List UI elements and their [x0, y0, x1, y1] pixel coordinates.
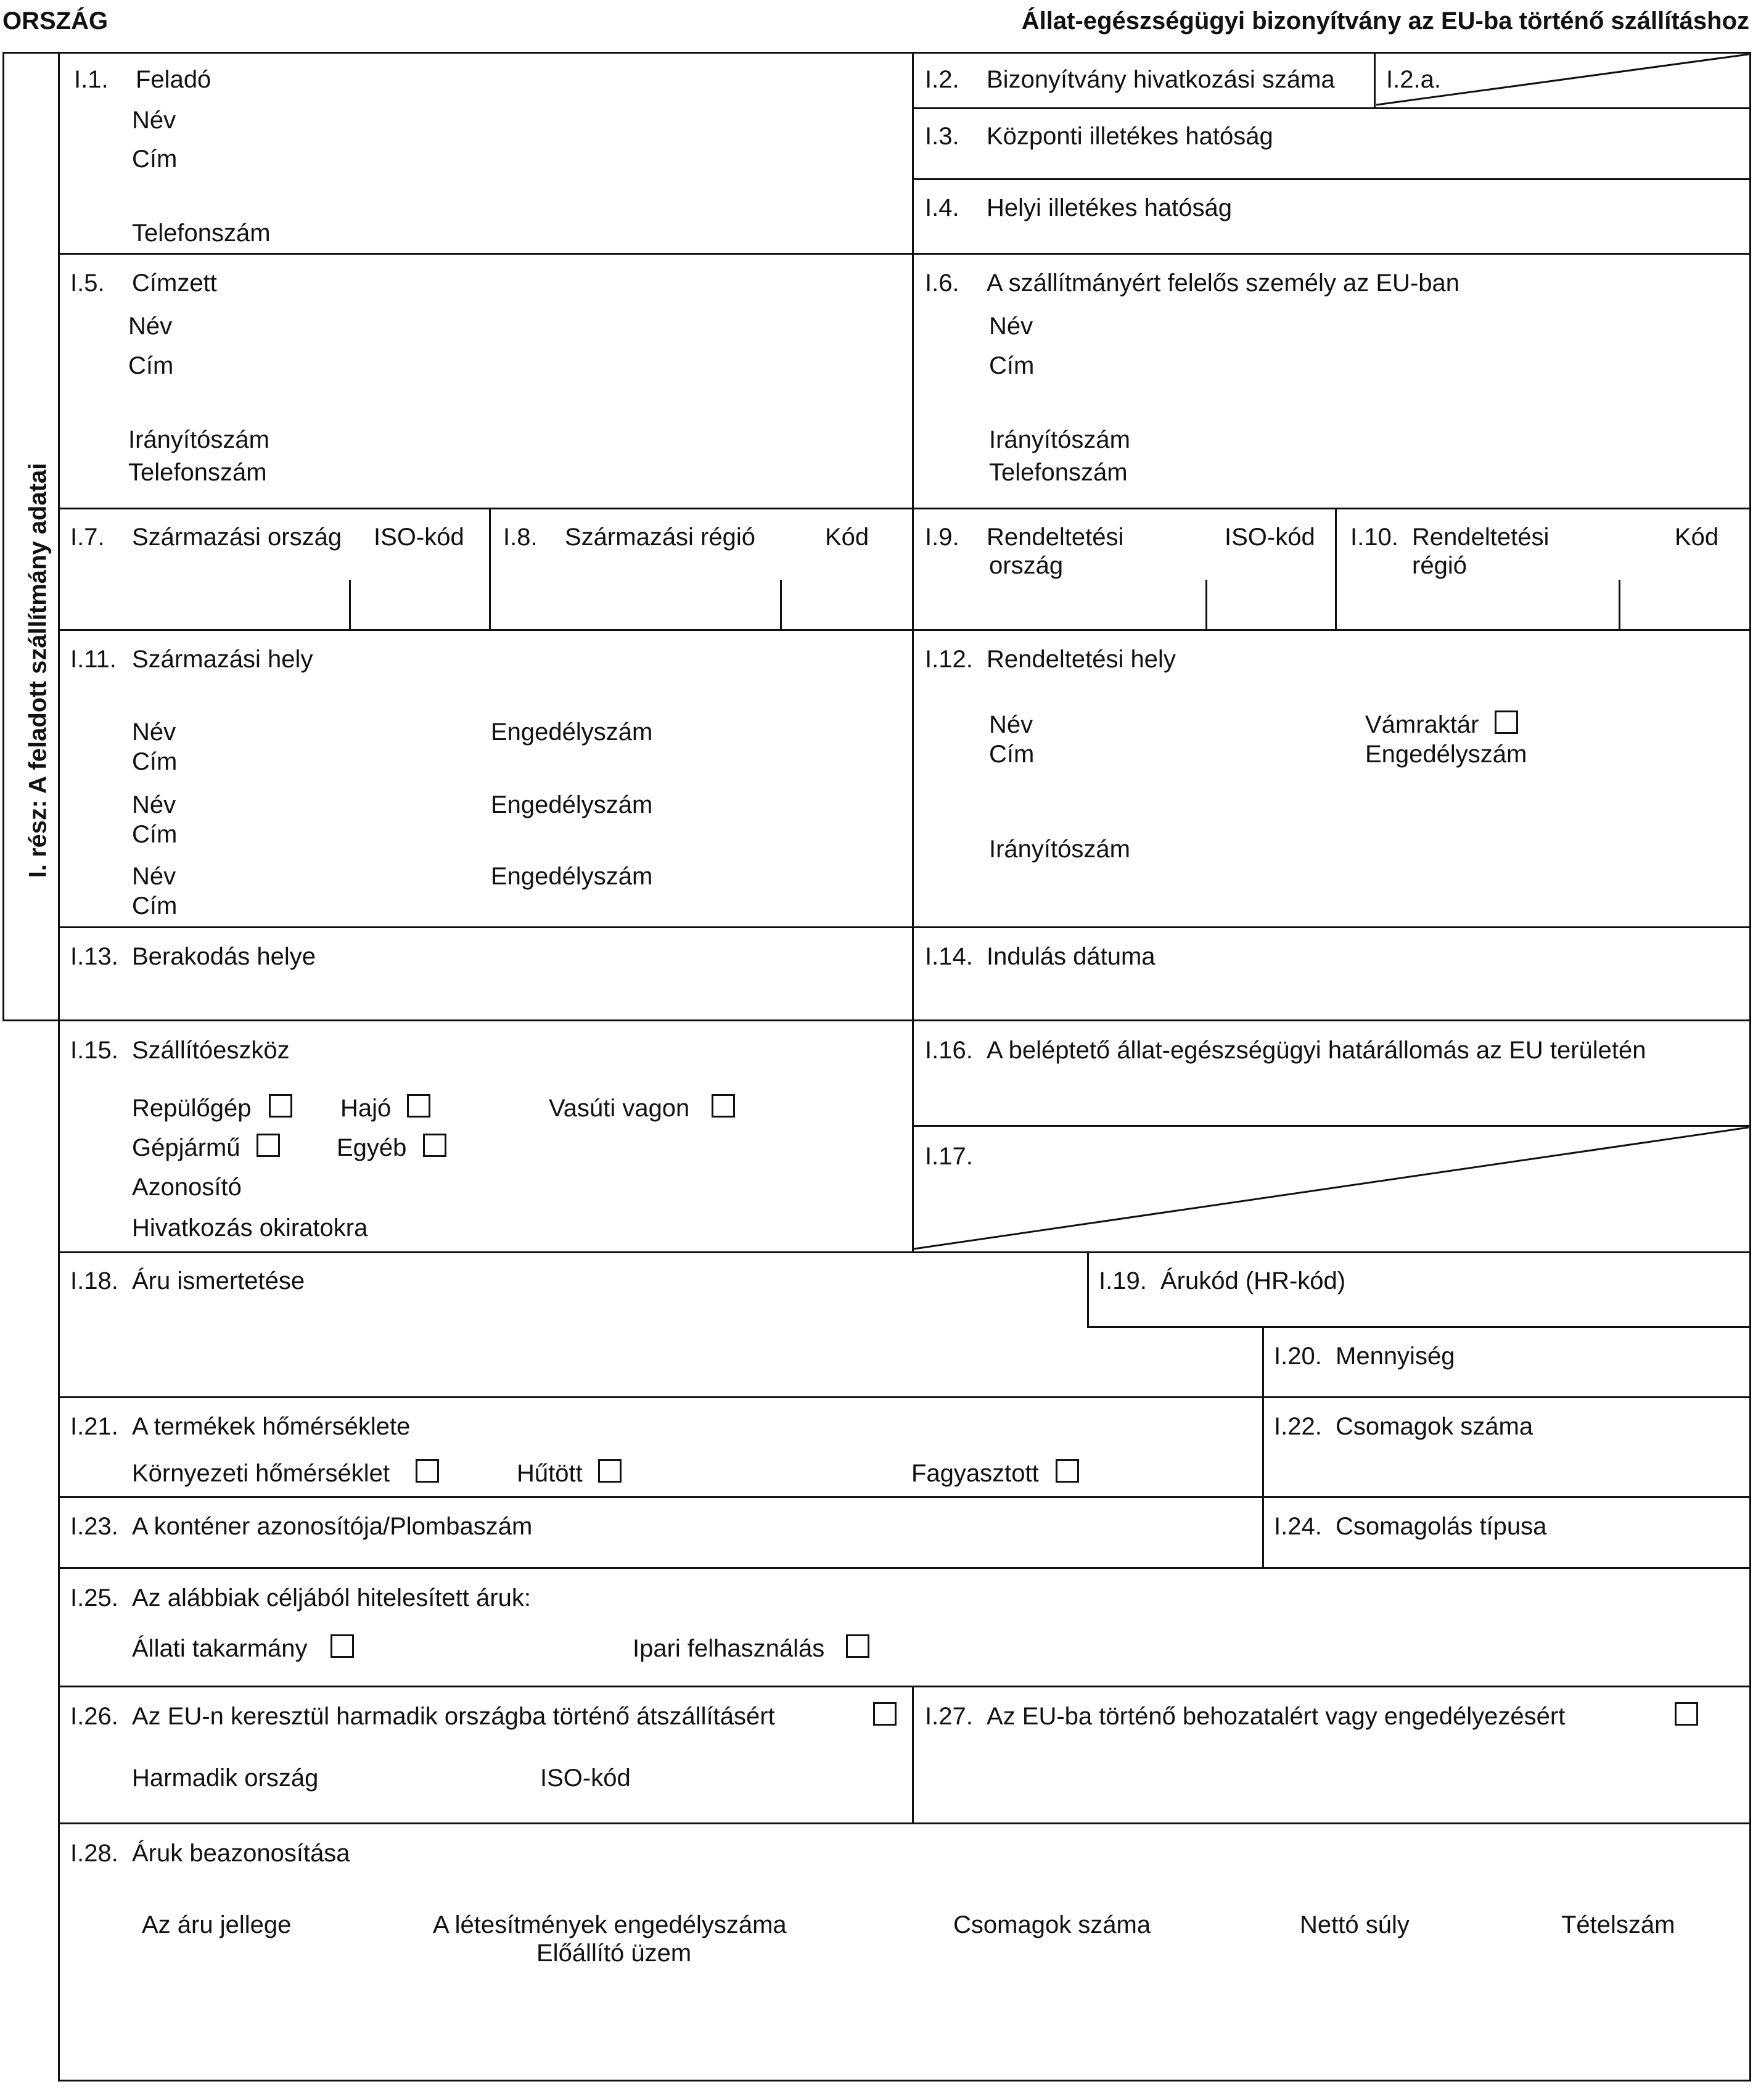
i15-other-checkbox[interactable]	[423, 1134, 446, 1157]
i1-name: Név	[132, 107, 176, 134]
i18-title: I.18. Áru ismertetése	[70, 1267, 305, 1295]
i2-title: I.2. Bizonyítvány hivatkozási száma	[925, 66, 1335, 93]
i9-title: I.9. Rendeltetési	[925, 524, 1124, 551]
i12-approval: Engedélyszám	[1365, 741, 1527, 768]
i3-title: I.3. Központi illetékes hatóság	[925, 123, 1273, 150]
i15-other: Egyéb	[337, 1134, 407, 1161]
i15-docs: Hivatkozás okiratokra	[132, 1214, 368, 1241]
i2a-title: I.2.a.	[1386, 66, 1441, 93]
header-title: Állat-egészségügyi bizonyítvány az EU-ba történő szállításhoz	[1021, 7, 1749, 35]
i25-industrial: Ipari felhasználás	[633, 1635, 825, 1662]
i11-row2-address: Cím	[132, 821, 178, 848]
i13-title: I.13. Berakodás helye	[70, 943, 316, 970]
i21-title: I.21. A termékek hőmérséklete	[70, 1413, 411, 1440]
i10-title: I.10. Rendeltetési	[1350, 524, 1550, 551]
i15-rail-checkbox[interactable]	[712, 1094, 735, 1118]
i12-name: Név	[989, 711, 1033, 738]
i28-col-nature: Az áru jellege	[142, 1911, 292, 1938]
i28-col-approval-sub: Előállító üzem	[536, 1940, 692, 1967]
i15-road-checkbox[interactable]	[257, 1134, 280, 1157]
i6-name: Név	[989, 313, 1033, 340]
i15-ship: Hajó	[340, 1095, 392, 1122]
i15-road: Gépjármű	[132, 1134, 240, 1161]
i8-title: I.8. Származási régió	[503, 524, 756, 551]
i25-title: I.25. Az alábbiak céljából hitelesített áruk:	[70, 1584, 532, 1612]
i1-phone: Telefonszám	[132, 220, 271, 247]
i6-postcode: Irányítószám	[989, 426, 1130, 453]
i14-title: I.14. Indulás dátuma	[925, 943, 1156, 970]
i28-col-approval: A létesítmények engedélyszáma	[433, 1911, 787, 1938]
i28-col-net-weight: Nettó súly	[1300, 1911, 1410, 1938]
i16-title: I.16. A beléptető állat-egészségügyi határállomás az EU területén	[925, 1037, 1646, 1064]
i6-address: Cím	[989, 352, 1035, 379]
i22-title: I.22. Csomagok száma	[1274, 1413, 1533, 1440]
i12-title: I.12. Rendeltetési hely	[925, 646, 1176, 673]
i24-title: I.24. Csomagolás típusa	[1274, 1513, 1547, 1540]
i5-postcode: Irányítószám	[128, 426, 269, 453]
i12-postcode: Irányítószám	[989, 836, 1130, 863]
i11-row2-name: Név	[132, 791, 176, 818]
i7-title: I.7. Származási ország	[70, 524, 342, 551]
header-country: ORSZÁG	[2, 7, 109, 35]
i5-phone: Telefonszám	[128, 459, 267, 486]
i11-title: I.11. Származási hely	[70, 646, 313, 673]
i26-checkbox[interactable]	[873, 1702, 897, 1726]
i5-address: Cím	[128, 352, 174, 379]
i11-row2-approval: Engedélyszám	[491, 791, 653, 818]
i9-iso: ISO-kód	[1225, 524, 1315, 551]
i10-code: Kód	[1675, 524, 1719, 551]
i11-row1-name: Név	[132, 719, 176, 746]
i19-title: I.19. Árukód (HR-kód)	[1099, 1267, 1346, 1295]
i25-feed-checkbox[interactable]	[330, 1634, 354, 1658]
i6-phone: Telefonszám	[989, 459, 1128, 486]
i21-chilled-checkbox[interactable]	[598, 1459, 622, 1483]
i21-frozen-checkbox[interactable]	[1056, 1459, 1079, 1483]
i28-col-packages: Csomagok száma	[953, 1911, 1151, 1938]
i27-title: I.27. Az EU-ba történő behozatalért vagy engedélyezésért	[925, 1703, 1566, 1730]
i15-plane: Repülőgép	[132, 1095, 252, 1122]
i7-iso: ISO-kód	[374, 524, 464, 551]
i12-address: Cím	[989, 741, 1035, 768]
i5-name: Név	[128, 313, 173, 340]
i15-ship-checkbox[interactable]	[407, 1094, 430, 1118]
i11-row1-approval: Engedélyszám	[491, 719, 653, 746]
i8-code: Kód	[825, 524, 869, 551]
i23-title: I.23. A konténer azonosítója/Plombaszám	[70, 1513, 533, 1540]
i26-third: Harmadik ország	[132, 1764, 319, 1792]
i11-row1-address: Cím	[132, 748, 178, 775]
i5-title: I.5. Címzett	[70, 270, 217, 297]
i28-title: I.28. Áruk beazonosítása	[70, 1840, 350, 1867]
i20-title: I.20. Mennyiség	[1274, 1343, 1455, 1370]
i17-title: I.17.	[925, 1143, 973, 1170]
i15-plane-checkbox[interactable]	[269, 1094, 292, 1118]
i10-title-2: régió	[1412, 552, 1467, 579]
i25-feed: Állati takarmány	[132, 1635, 308, 1662]
i12-customs-checkbox[interactable]	[1495, 710, 1518, 734]
i4-title: I.4. Helyi illetékes hatóság	[925, 194, 1232, 221]
i21-chilled: Hűtött	[517, 1460, 583, 1487]
i1-address: Cím	[132, 146, 178, 173]
i1-title: I.1. Feladó	[74, 66, 211, 93]
i11-row3-name: Név	[132, 863, 176, 890]
i15-rail: Vasúti vagon	[549, 1095, 690, 1122]
i21-ambient: Környezeti hőmérséklet	[132, 1460, 390, 1487]
i25-industrial-checkbox[interactable]	[846, 1634, 869, 1658]
i6-title: I.6. A szállítmányért felelős személy az EU-ban	[925, 270, 1459, 297]
i28-col-lot: Tételszám	[1561, 1911, 1675, 1938]
i9-title-2: ország	[989, 552, 1064, 579]
i21-frozen: Fagyasztott	[911, 1460, 1039, 1487]
i12-customs: Vámraktár	[1365, 711, 1479, 738]
side-label-text: I. rész: A feladott szállítmány adatai	[24, 463, 52, 878]
i27-checkbox[interactable]	[1675, 1702, 1698, 1726]
i11-row3-approval: Engedélyszám	[491, 863, 653, 890]
i15-title: I.15. Szállítóeszköz	[70, 1037, 290, 1064]
i21-ambient-checkbox[interactable]	[416, 1459, 439, 1483]
i26-iso: ISO-kód	[540, 1764, 631, 1792]
i15-ident: Azonosító	[132, 1174, 242, 1201]
i11-row3-address: Cím	[132, 892, 178, 920]
i26-title: I.26. Az EU-n keresztül harmadik országba történő átszállításért	[70, 1703, 775, 1730]
